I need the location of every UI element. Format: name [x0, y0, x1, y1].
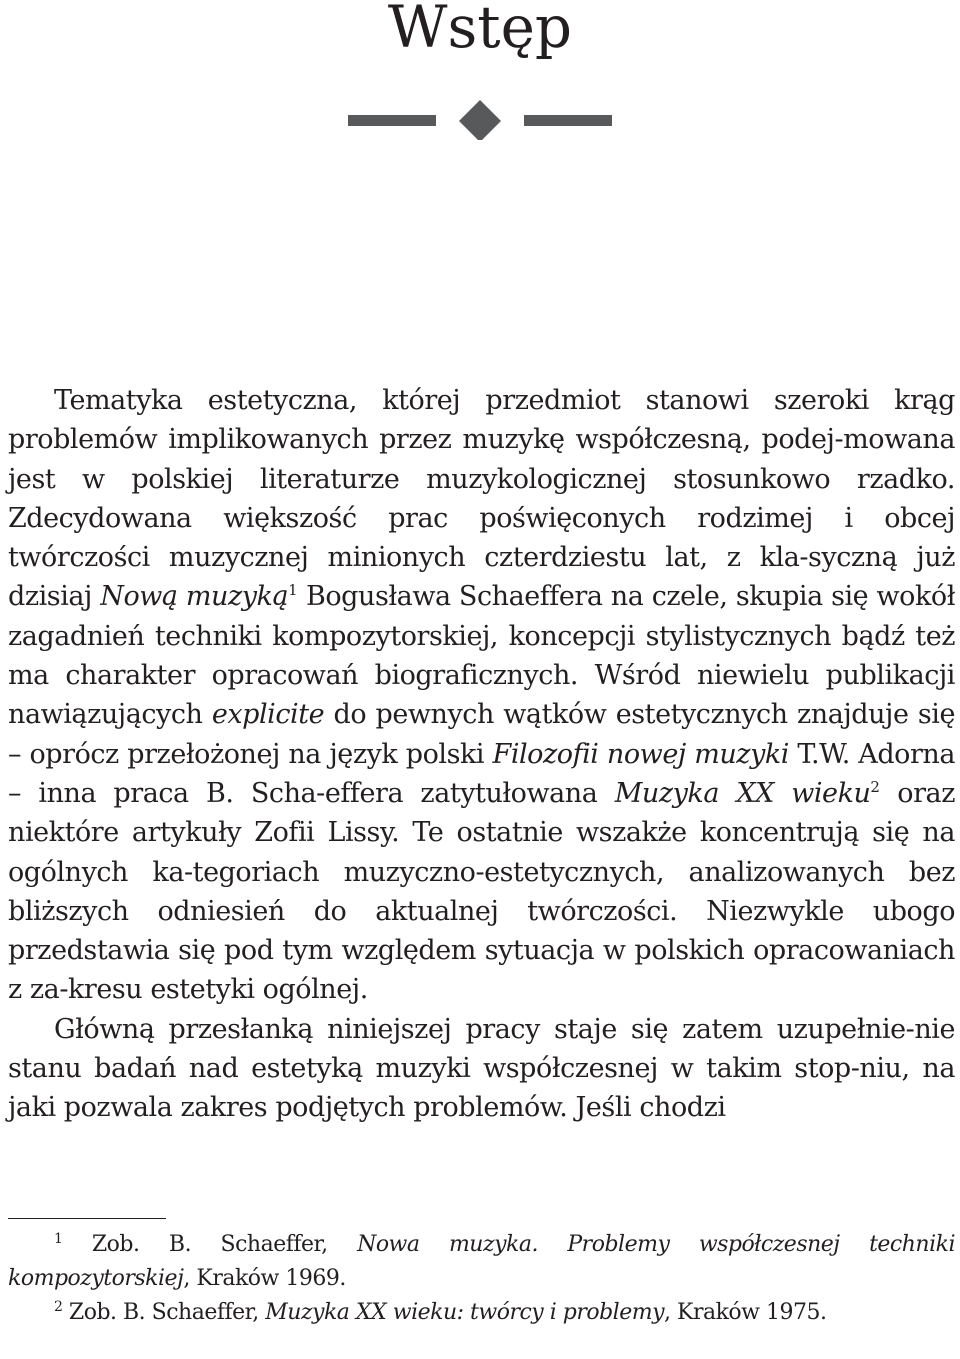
footnote-divider	[8, 1218, 166, 1219]
footnote-2	[8, 1296, 955, 1330]
ornament-diamond	[459, 100, 501, 140]
footnote-1-text-a: Zob. B. Schaeffer,	[62, 1232, 358, 1257]
footnote-1-text-b: , Kraków 1969.	[183, 1266, 346, 1291]
footnote-1-number: 1	[54, 1231, 63, 1247]
footnotes	[8, 1228, 955, 1330]
footnote-2-title: Muzyka XX wieku: twórcy i problemy	[265, 1300, 665, 1325]
chapter-title: Wstęp	[387, 0, 573, 61]
paragraph-1-text-c: do pewnych wątków estetycznych znajduje się – oprócz przełożonej na język polski	[8, 699, 955, 770]
paragraph-1-italic-muzyka-xx: Muzyka XX wieku	[614, 777, 871, 809]
paragraph-1-text-d: T.W. Adorna – inna praca B. Scha-effera zatytułowana	[8, 738, 956, 809]
footnote-1-title: Nowa muzyka. Problemy współczesnej techniki kompozytorskiej	[8, 1232, 955, 1291]
footnote-2-text-a: Zob. B. Schaeffer,	[62, 1300, 266, 1325]
ornament-graphic	[0, 100, 960, 140]
main-text	[8, 381, 955, 1128]
paragraph-2-text: Główną przesłanką niniejszej pracy staje się zatem uzupełnie-nie stanu badań nad estetyką muzyki współczesnej w takim stop-niu, na jaki pozwala zakres podjętych problemów. Jeśli chodzi	[8, 1013, 955, 1124]
paragraph-2	[8, 1010, 955, 1128]
footnote-ref-1[interactable]: 1	[288, 581, 298, 600]
footnote-2-text-b: , Kraków 1975.	[664, 1300, 827, 1325]
paragraph-1-italic-explicite: explicite	[211, 699, 325, 731]
paragraph-1-text-a: Tematyka estetyczna, której przedmiot stanowi szeroki krąg problemów implikowanych przez muzykę współczesną, podej-mowana jest w polskiej literaturze muzykologicznej stosunkowo rzadko. Zdecydowana większość prac poświęconych rodzimej i obcej twórczości muzycznej minionych czterdziestu lat, z kla-syczną już dzisiaj	[8, 385, 955, 613]
diamond-rule-ornament-icon	[0, 100, 960, 140]
ornament-left-bar	[348, 115, 436, 126]
paragraph-1-text-b: Bogusława Schaeffera na czele, skupia się wokół zagadnień techniki kompozytorskiej, koncepcji stylistycznych bądź też ma charakter opracowań biograficznych. Wśród niewielu publikacji nawiązujących	[8, 581, 955, 731]
paragraph-1-italic-nowa-muzyka: Nową muzyką	[100, 581, 289, 613]
footnote-ref-2[interactable]: 2	[870, 777, 880, 796]
footnote-2-number: 2	[54, 1299, 63, 1315]
footnote-1	[8, 1228, 955, 1296]
paragraph-1-italic-filozofii: Filozofii nowej muzyki	[492, 738, 789, 770]
paragraph-1	[8, 381, 955, 1010]
ornament-right-bar	[524, 115, 612, 126]
paragraph-1-text-e: oraz niektóre artykuły Zofii Lissy. Te ostatnie wszakże koncentrują się na ogólnych ka-tegoriach muzyczno-estetycznych, analizowanych bez bliższych odniesień do aktualnej twórczości. Niezwykle ubogo przedstawia się pod tym względem sytuacja w polskich opracowaniach z za-kresu estetyki ogólnej.	[8, 777, 955, 1006]
